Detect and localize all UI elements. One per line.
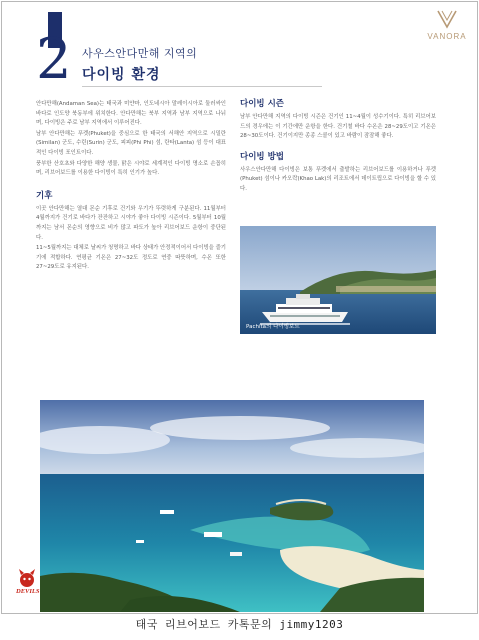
method-heading: 다이빙 방법 [240,151,285,162]
tropical-island-image [40,400,424,612]
vanora-emblem-icon [436,8,458,30]
liveaboard-boat-image [240,226,436,334]
season-paragraph: 남부 안다만해 지역의 다이빙 시즌은 건기인 11~4월이 성수기이다. 특히 리브어보드의 경우에는 이 기간에만 운항을 한다. 건기철 바다 수온은 28~29도이고 기온은 28~30도이다. 건기이지만 종종 스콜이 있고 바람이 잠잠해 좋다. [240,114,436,140]
climate-heading: 기후 [36,190,53,201]
right-column [240,98,436,196]
vanora-logo-text: VANORA [427,32,467,41]
season-heading: 다이빙 시즌 [240,99,285,109]
boat-photo [240,226,436,334]
method-paragraph: 사우스안다만해 다이빙은 보통 푸켓에서 출발하는 리브어보드를 이용하거나 푸켓(Phuket) 섬이나 카오락(Khao Lak)의 리조트에서 데이트립으로 다이빙을 할 수 있다. [240,166,436,192]
footer-text: 태국 리브어보드 카톡문의 jimmy1203 [135,618,344,631]
header-subtitle: 사우스안다만해 지역의 [82,47,198,60]
intro-paragraph: 안다만해(Andaman Sea)는 태국과 미얀마, 인도네시아 말레이시아로 둘러싸인 바다로 인도양 북동부에 위치한다. 안다만해는 북부 지역과 남부 지역으로 나뉘며, 다이빙은 주로 남부 지역에서 이루어진다. [36,101,226,127]
left-column [36,100,226,274]
page-title: 다이빙 환경 [82,67,161,83]
vanora-logo [422,8,472,54]
chapter-number: 2 [36,27,72,92]
island-photo [40,400,424,612]
intro-paragraph: 남부 안다만해는 푸켓(Phuket)을 중심으로 한 태국의 서해안 지역으로 시밀란(Similan) 군도, 수린(Surin) 군도, 피피(Phi Phi) 섬, 란타(Lanta) 섬 등이 대표적인 다이빙 포인트이다. [36,130,226,156]
devils-logo-text: DEVILS [16,588,40,595]
boat-photo-caption: Pachita의 다이빙보트 [246,324,300,330]
intro-paragraph: 풍부한 산호초와 다양한 해양 생물, 맑은 시야로 세계적인 다이빙 명소로 손꼽히며, 리브어보드를 이용한 다이빙이 특히 인기가 높다. [36,160,226,177]
header-divider [82,86,322,87]
magazine-page [1,1,478,614]
climate-paragraph: 11~5월까지는 대체로 날씨가 청명하고 바다 상태가 안정적이어서 다이빙을 즐기기에 적합하다. 연평균 기온은 27~32도 정도로 연중 따뜻하며, 수온 또한 27~29도로 유지된다. [36,245,226,271]
devils-logo [16,568,56,600]
climate-paragraph: 이곳 안다만해는 열대 몬순 기후로 건기와 우기가 뚜렷하게 구분된다. 11월부터 4월까지가 건기로 바다가 잔잔하고 시야가 좋아 다이빙 시즌이다. 5월부터 10월까지는 남서 몬순의 영향으로 비가 많고 파도가 높아 리브어보드 운항이 중단된다. [36,205,226,241]
devil-mascot-icon [16,568,38,590]
